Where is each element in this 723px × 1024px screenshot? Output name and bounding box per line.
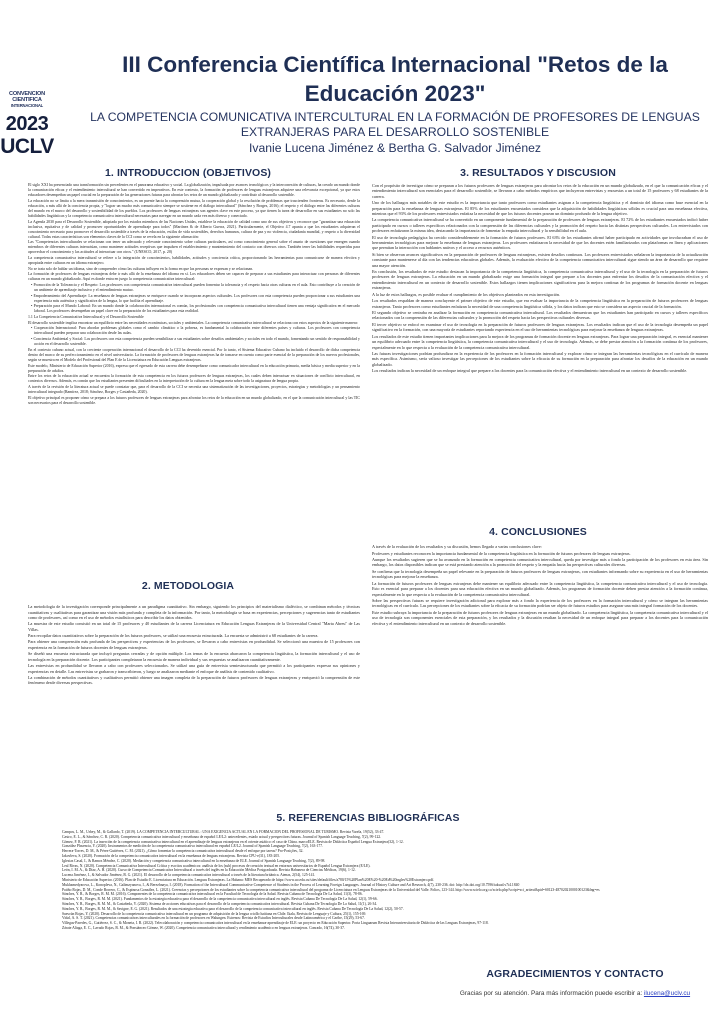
- poster-subtitle: LA COMPETENCIA COMUNICATIVA INTERCULTURAL EN LA FORMACIÓN DE PROFESORES DE LENGUAS EXTRANJERAS PARA EL DESARROLLO SOSTENIBLE: [90, 110, 700, 139]
- reference-item: Iakovleva, S. (2020). Formación de la competencia comunicativa intercultural en la enseñanza de lenguas extranjeras. Revista CPU-e(31), 183-205.: [62, 853, 280, 858]
- poster-authors: Ivanie Lucena Jiménez & Bertha G. Salvador Jiménez: [249, 141, 541, 155]
- paragraph: Las "Competencias interculturales se relacionan con tener un adecuado y relevante conocimiento sobre culturas particulares, así como conocimiento general sobre el asunto de cuestiones que emergen cuando miembros de diferentes culturas interactúan, como mantener actitudes receptivas que impulsen el establecimiento y mantenimiento del contacto con diversos otros. También tener las habilidades requeridas para aprovechar el conocimiento y las actitudes al interactuar con otros." (UNESCO, 2017, p. 20): [28, 240, 360, 255]
- reference-item: Herrera-Torres, D. M., & Pérez-Gutiérrez, C. M. (2021). ¿Cómo fomentar la competencia comunicativa intercultural desde el enfoque por tareas? Pro-Posições, 32.: [62, 849, 304, 854]
- paragraph: La educación no se limita a la mera transmisión de conocimientos, es un puente hacia la comprensión mutua, la cooperación global y la resolución de problemas que trascienden fronteras. Es necesario, desde la educación, a más allá de la conciencia propia, y "lograr un mucho más comunicativo siempre se sostiene en el diálogo intercultural" (Sánchez y Borges, 2016); el respeto y el diálogo entre las diferentes culturas del mundo en el marco del desarrollo y sostenibilidad de los pueblos. Los profesores de lenguas extranjeras son agentes clave en este proceso, ya que tienen la tarea de desarrollar en sus estudiantes no solo las habilidades lingüísticas y la competencia comunicativa intercultural necesarias para navegar en un mundo cada vez más diverso y conectado.: [28, 198, 360, 218]
- paragraph: Los resultados indican la necesidad de un enfoque integral que prepare a los docentes para la comunicación efectiva y el entendimiento intercultural en un contexto de desarrollo sostenible.: [372, 368, 688, 374]
- reference-item: Vidal, A. S. T. (2021). Competencias comunicativas interculturales en la formación de profesores en Walungen. Estrenos: Revista de Estudios Interculturales desde Latinoamérica y el Caribe, 15(29), 53-67.: [62, 916, 365, 921]
- reference-item: Zárate Aliaga, E. C., Lavado Rojas, B. M., & Ponsiánceo Gómez, W. (2020). Competencia comunicativa intercultural y rendimiento académico en lenguas extranjeras. Conrado, 16(74), 30-37.: [62, 925, 345, 930]
- paragraph: A través de la evaluación de los resultados y su discusión, hemos llegado a varias conclusiones clave:: [372, 544, 542, 549]
- paragraph: La combinación de métodos cuantitativos y cualitativos permitió obtener una imagen completa de la preparación de futuros profesores de lenguas extranjeras y enriqueció la comprensión de este fenómeno desde diversas perspectivas.: [28, 674, 360, 686]
- paragraph: A la luz de estos hallazgos, es posible evaluar el cumplimiento de los objetivos planteados en esta investigación.: [372, 291, 561, 297]
- reference-item: Mukhamedyarova, L., Konopleva, N., Galimzyanova, I., & Berezhnaya, I. (2018). Formation of the Intercultural Communicative Competence of Students in the Process of Learning Foreign Languages. Journal of History Culture and Art Research, 4(7), 230-236. doi: http://dx.doi.org/10.7596/taksad.v7i4.1840: [62, 882, 520, 887]
- paragraph: El segundo objetivo se centraba en analizar la formación en competencia comunicativa intercultural. Los resultados demuestran que los estudiantes han participado en cursos y talleres específicos relacionados con la comprensión de las diferencias culturales y la promoción del respeto hacia las perspectivas culturales diversas.: [372, 310, 708, 321]
- paragraph: La formación de profesores de lenguas extranjeras debe ir más allá de la enseñanza del idioma en sí. Los educadores deben ser capaces de preparar a sus estudiantes para interactuar con personas de diferentes culturas en un mundo globalizado. Aquí es donde entra en juego la competencia comunicativa intercultural:: [28, 272, 360, 282]
- intro-heading: 1. INTRODUCCION (OBJETIVOS): [104, 167, 272, 179]
- contact-text: Gracias por su atención. Para más información puede escribir a:: [459, 990, 644, 997]
- reference-item: Sánchez, Y. R., Borges, R. M. M., & Savigne, E. G. (2021). Resultados de una estrategia educativa para el desarrollo de la competencia comunicativa intercultural en inglés. Revista Cubana De Tecnología De La Salud, 12(2), 50-57.: [62, 906, 404, 911]
- paragraph: 1.1 La Competencia Comunicativa Intercultural y el Desarrollo Sostenible: [28, 315, 144, 320]
- paragraph: El siglo XXI ha presenciado una transformación sin precedentes en el panorama educativo y social. La globalización, impulsada por avances tecnológicos y la interconexión de culturas, ha creado un mundo donde la comunicación eficaz y el entendimiento intercultural se han convertido en imperativos. En este contexto, la formación de profesores de lenguas extranjeras adquiere una relevancia excepcional, ya que estos educadores desempeñan un papel crucial en la preparación de las generaciones futuras para afrontar los retos de un mundo globalizado y contribuir al desarrollo sostenible.: [28, 183, 360, 198]
- paragraph: A través de la revisión de la literatura actual se puede constatar que, para el desarrollo de la CCI se necesita una sistematización de las investigaciones, proyectos, estrategias y metodologías y un pensamiento intercultural integrado (Ramírez, 2018; Sánchez, Borges y Castañeda, 2020).: [28, 384, 360, 394]
- reference-item: Sánchez, Y. R., Borges, R. M. M., & Castañeda, Y. (2020). Sistema de acciones educativas para el desarrollo de la competencia comunicativa intercultural. Revista Cubana De Tecnología De La Salud, 11(1), 26-34.: [62, 901, 378, 906]
- paragraph: Los resultados de este estudio tienen importantes implicaciones para la mejora de los programas de formación docente en lenguas extranjeras. Para lograr una preparación integral, es esencial mantener un equilibrio adecuado entre la competencia lingüística, la competencia comunicativa intercultural y el uso de tecnología. Además, se debe prestar atención a la formación continua de los profesores, especialmente en lo que respecta a la evaluación de la competencia comunicativa intercultural.: [372, 333, 708, 350]
- paragraph: Las entrevistas en profundidad se llevaron a cabo con profesores seleccionados. Se utilizó una guía de entrevista semiestructurada que permitió a los participantes expresar sus opiniones y experiencias en detalle. Las entrevistas se grabaron y transcribieron, y luego se analizaron mediante el enfoque de análisis de contenido cualitativo.: [28, 662, 360, 674]
- reference-item: León, I. M. A., & Díaz, A. H. (2020). Curso de Competencia Comunicativa Intercultural a través del inglés en la Educación Médica Postgraduada. Revista Habanera de Ciencias Médicas, 19(6), 1-12.: [62, 868, 356, 873]
- contact-line: [430, 990, 720, 997]
- paragraph: Los resultados respaldan de manera concluyente el primer objetivo de este estudio, que era evaluar la importancia de la competencia lingüística en la preparación de futuros profesores de lenguas extranjeras. Tanto profesores como estudiantes enfatizan la necesidad de una competencia lingüística sólida, y los datos indican que esto se considera un aspecto crucial de la formación.: [372, 298, 708, 309]
- paragraph: El tercer objetivo se enfocó en examinar el uso de tecnología en la preparación de futuros profesores de lenguas extranjeras. Los resultados indican que el uso de la tecnología desempeña un papel significativo en la formación, con una mayoría de estudiantes reportando experiencia en el uso de herramientas tecnológicas para mejorar la enseñanza de lenguas extranjeras.: [372, 321, 708, 333]
- reference-item: Patiño Rojas, D. M., Conde Borrero, C., & Espinosa González, L. (2021). Creencias y percepciones de los estudiantes sobre la competencia comunicativa intercultural del programa de Licenciatura en Lenguas Extranjeras de la Universidad del Valle. Folios, 123-144. http://www.scielo.org.co/scielo.php?script=sci_arttext&pid=S0123-48702021000100123&lng=es: [62, 887, 600, 892]
- bullet-item: • Preparación para el Mundo Laboral: En un mundo donde la colaboración internacional es común, los profesionales con competencia comunicativa intercultural tienen una ventaja significativa en el mercado laboral. Los profesores desempeñan un papel clave en la preparación de los estudiantes para esta realidad.: [31, 304, 360, 314]
- paragraph: Este estudio subraya la importancia de la preparación de futuros profesores de lenguas extranjeras en un mundo globalizado. La competencia lingüística, la competencia comunicativa intercultural y el uso de tecnología son componentes esenciales de esta preparación, y los resultados y la discusión resaltan la necesidad de un enfoque integral para preparar a los docentes para la comunicación efectiva y el entendimiento intercultural en un contexto de desarrollo sostenible.: [372, 609, 708, 626]
- logo-line-2: CIENTIFICA: [12, 96, 42, 103]
- paragraph: Sobre las perspectivas futuras se requiere investigación adicional para explorar más a fondo la experiencia de los profesores en la formación intercultural y cómo se integran las herramientas tecnológicas en el currículo. Las percepciones de los estudiantes sobre la eficacia de su formación podrían ser objeto de futuros estudios para asegurar una más integral formación de los docentes.: [372, 598, 708, 609]
- paragraph: La Agenda 2030 para el Desarrollo Sostenible, adoptada por los estados miembros de las Naciones Unidas, establece la educación de calidad como uno de sus objetivos y reconoce que "garantizar una educación inclusiva, equitativa y de calidad y promover oportunidades de aprendizaje para todos" (Martínez & de Alberto Guerra, 2021). Particularmente, el Objetivo 4.7 apunta a que los estudiantes adquieran el conocimiento necesario para promover el desarrollo sostenible a través de la educación, estilos de vida sostenibles, derechos humanos, cultura de paz y no violencia, ciudadanía mundial, y respeto a la diversidad cultural. Todas estas características son elementos claves de la CCI como se revela en la siguiente afirmación:: [28, 219, 360, 239]
- paragraph: Para obtener una comprensión más profunda de las perspectivas y experiencias de los profesores, se llevaron a cabo entrevistas en profundidad. Se seleccionó una muestra de 15 profesores con experiencia en la formación de futuros docentes de lenguas extranjeras.: [28, 639, 360, 650]
- paragraph: Se confirma que la tecnología desempeña un papel relevante en la preparación de futuros profesores de lenguas extranjeras, con estudiantes informando sobre su experiencia en el uso de herramientas tecnológicas para mejorar la enseñanza.: [372, 568, 708, 580]
- reference-item: Sánchez, Y. R., & Borges, R. M. M. (2016). Componentes de la competencia comunicativa intercultural en la Facultad de Tecnología de la Salud. Revista Cubana de Tecnología De La Salud, 11(3), 78-86.: [62, 892, 363, 897]
- paragraph: Aunque los resultados sugieren que se ha avanzado en la formación en competencia comunicativa intercultural, queda por investigar más a fondo la participación de los profesores en esta área. Sin embargo, los datos disponibles indican que se está prestando atención a la promoción del respeto y la empatía hacia las perspectivas culturales diversas.: [372, 557, 708, 568]
- paragraph: El uso de tecnología pedagógica ha crecido considerablemente en la formación de futuros profesores. El 63% de los estudiantes afirmó haber participado en actividades que involucraban el uso de herramientas tecnológicas para mejorar la enseñanza de lenguas extranjeras. Los profesores enfatizaron la necesidad de que los docentes estén familiarizados con plataformas en línea y aplicaciones que permitan la interacción con hablantes nativos y el acceso a recursos auténticos.: [372, 234, 708, 251]
- bullet-item: • Cooperación Internacional: Para abordar problemas globales como el cambio climático o la pobreza, es fundamental la colaboración entre diferentes países y culturas. Los profesores con competencia intercultural pueden preparar una colaboración desde las aulas.: [31, 326, 360, 336]
- paragraph: En el contexto cubano actual, con la creciente cooperación internacional el desarrollo de la CCI ha devenido esencial. Por lo tanto, el Sistema Educativo Cubano ha incluido el desarrollo de dicha competencia dentro del marco de su perfeccionamiento en el nivel universitario. La formación de profesores de lenguas extranjeras ha de tomarse en cuenta como parte esencial de la preparación de los nuevos profesionales, según se muestra en el Modelo del Profesional del Plan E de la Licenciatura en Educación Lenguas extranjeras.: [28, 347, 360, 362]
- reference-item: Sánchez, Y. R., Borges, R. M. M. (2021). Fundamentos de la estrategia educativa para el desarrollo de la competencia comunicativa intercultural en inglés. Revista Cubana De Tecnología De La Salud, 12(1), 59-66.: [62, 897, 378, 902]
- logo-org: UCLV: [0, 135, 54, 159]
- paragraph: Uno de los hallazgos más notables de este estudio es la importancia que tanto profesores como estudiantes asignan a la competencia lingüística y el dominio del idioma como base esencial en la preparación para la enseñanza de lenguas extranjeras. El 85% de los estudiantes encuestados considera que la adquisición de habilidades lingüísticas sólidas es crucial para una enseñanza efectiva, mientras que el 93% de los profesores entrevistados enfatiza la necesidad de que los futuros docentes posean un dominio profundo de la lengua objetivo.: [372, 200, 708, 216]
- paragraph: El desarrollo sostenible implica encontrar un equilibrio entre las necesidades económicas, sociales y ambientales. La competencia comunicativa intercultural se relaciona con estos aspectos de la siguiente manera:: [28, 320, 358, 325]
- logo-line-1: CONVENCION: [9, 91, 45, 97]
- paragraph: Este modelo, Ministerio de Educación Superior (2016), expresa que el egresado de esta carrera debe desempeñarse como comunicador intercultural en la educación primaria, media básica y media superior y en la preparación de adultos.: [28, 363, 360, 373]
- reference-item: González Plasencia, Y. (2020). Instrumentos de medición de la competencia comunicativa intercultural en español LE/L2. Journal of Spanish Language Teaching, 7(2), 163-177.: [62, 844, 323, 849]
- conclusions-heading: 4. CONCLUSIONES: [489, 526, 587, 538]
- paragraph: Las futuras investigaciones podrían profundizar en la experiencia de los profesores en la formación intercultural y explorar cómo se integran las herramientas tecnológicas en el currículo de manera más específica. Asimismo, sería valioso investigar las percepciones de los estudiantes sobre la eficacia de su formación en la preparación para afrontar los desafíos de la educación en un mundo globalizado.: [372, 351, 708, 367]
- results-heading: 3. RESULTADOS Y DISCUSION: [460, 167, 616, 179]
- paragraph: Para recopilar datos cuantitativos sobre la preparación de los futuros profesores, se utilizó una encuesta estructurada. La encuesta se administró a 68 estudiantes de la carrera.: [28, 633, 319, 639]
- paragraph: La metodología de la investigación corresponde principalmente a un paradigma cuantitativo. Sin embargo, siguiendo los principios del materialismo dialéctico, se combinan métodos y técnicas cuantitativas y cualitativas para garantizar una visión más profunda y completa de la información. Por tanto, la metodología se basa en experiencias, percepciones y sugerencias tanto de estudiantes como de profesores, así como en el uso de métodos estadísticos para describir los datos obtenidos.: [28, 604, 360, 621]
- reference-item: Gómez, F. R. (2021). La inserción de la competencia comunicativa intercultural en el aprendizaje de lenguas extranjeras en el oriente asiático: el caso de China. marcoELE. Revista de Didáctica Español Lengua Extranjera(32), 1-12.: [62, 839, 404, 844]
- paragraph: La competencia comunicativa intercultural se refiere a la integración de conocimientos, habilidades, actitudes y conciencia crítica, proporcionando las herramientas para comunicarse de manera efectiva y apropiada entre culturas en un idioma extranjero.: [28, 256, 360, 266]
- paragraph: Se diseñó una encuesta estructurada que incluyó preguntas cerradas y de opción múltiple. Los temas de la encuesta abarcaron la competencia lingüística, la formación intercultural y el uso de tecnología en la preparación docente. Los participantes completaron la encuesta de manera individual y sus respuestas se analizaron cuantitativamente.: [28, 651, 360, 662]
- paragraph: El objetivo principal es proponer cómo se prepara a los futuros profesores de lenguas extranjeras para afrontar los retos de la educación en un mundo globalizado, en el que la comunicación intercultural y las TIC son necesarios para el desarrollo sostenible.: [28, 395, 360, 405]
- thanks-heading: AGRADECIMIENTOS Y CONTACTO: [486, 968, 664, 980]
- references-heading: 5. REFERENCIAS BIBLIOGRÁFICAS: [276, 812, 460, 824]
- paragraph: La formación de futuros profesores de lenguas extranjeras debe mantener un equilibrio adecuado entre la competencia lingüística, la competencia comunicativa intercultural y el uso de tecnología. Esto es esencial para preparar a los docentes para una educación efectiva en un mundo globalizado. Además, los programas de formación docente deben prestar atención a la formación continua, especialmente en lo que respecta a la evaluación de la competencia comunicativa intercultural.: [372, 580, 708, 597]
- paragraph: La competencia comunicativa intercultural se ha convertido en un componente fundamental de la preparación de profesores de lenguas extranjeras. El 72% de los estudiantes encuestados indicó haber participado en cursos o talleres específicos relacionados con la comprensión de las diferencias culturales y la promoción del respeto hacia las distintas perspectivas culturales. Los entrevistados con profesores enfatizaron la misma idea, destacando la importancia de fomentar la empatía intercultural y la sensibilidad en el aula.: [372, 217, 708, 234]
- method-heading: 2. METODOLOGIA: [141, 580, 235, 592]
- references-list: [62, 830, 712, 960]
- reference-item: Suescún Rojas, Y. (2020). Desarrollo de la competencia comunicativa intercultural en un programa de adquisición de la lengua criollo haitiana en Chile. Ikala, Revista de Lenguaje y Cultura, 25(1), 155-169.: [62, 911, 367, 916]
- conclusions-body: [372, 544, 708, 744]
- reference-item: Castro, E. L., & Sánchez, C. R. (2020). Competencia comunicativa intercultural y enseñanza de español LE/L2: antecedentes, estado actual y perspectivas futuras. Journal of Spanish Language Teaching, 7(2), 99-122.: [62, 834, 382, 839]
- contact-email-link[interactable]: ilucena@uclv.cu: [643, 990, 691, 997]
- reference-item: Leal Rivas, N. (2020). Competencia Comunicativa Intercultural Crítica y escritos académicos: análisis de los (sub) procesos de creación textual en entornos universitarios de Español Lengua Extranjera (E/LE).: [62, 863, 371, 868]
- bullet-item: • Promoción de la Tolerancia y el Respeto: Los profesores con competencia comunicativa intercultural pueden fomentar la tolerancia y el respeto hacia otras culturas en el aula. Esto contribuye a la creación de un ambiente de aprendizaje inclusivo y el entendimiento mutuo.: [31, 283, 360, 293]
- reference-item: Campos, L. M., Urbey, M., & Gallardo, T. (2019). LA COMPETENCIA INTERCULTURAL : UNA EXIGENCIA ACTUAL EN LA FORMACIÓN DEL PROFESIONAL DE TURISMO. Revista Varela, 19(52), 33-47.: [62, 830, 385, 834]
- results-body: [372, 183, 708, 523]
- intro-body: [28, 183, 360, 568]
- paragraph: Profesores y estudiantes reconocen la importancia fundamental de la competencia lingüística en la formación de futuros profesores de lenguas extranjeras.: [372, 550, 631, 556]
- logo-line-3: INTERNACIONAL: [10, 103, 44, 109]
- paragraph: Si bien se observan avances significativos en la preparación de profesores de lenguas extranjeras, existen desafíos continuos. Los profesores entrevistados señalaron la importancia de la actualización constante para mantenerse al día con las tendencias educativas globales. Además, la evaluación efectiva de la competencia comunicativa intercultural sigue siendo un área de desarrollo que requiere una mayor atención.: [372, 251, 708, 268]
- paragraph: Entre los retos de la educación actual se encuentra la formación de esta competencia en los futuros profesores de lenguas extranjeras, los cuales deben interactuar en situaciones de conflicto intercultural, en contextos diversos. Además, es común que los estudiantes presenten dificultades en la interpretación de la cultura en la lengua meta sobre todo la asignatura de lengua propia.: [28, 374, 360, 384]
- reference-item: Villegas-Paredes, G., Gutiérrez, S. C., & Moneta, I. R. (2022). Telecolaboración y competencia comunicativa intercultural en la enseñanza-aprendizaje de ELE: un proyecto en Educación Superior. Porta Linguarum Revista Interuniversitaria de Didáctica de las Lenguas Extranjeras, 97-118.: [62, 921, 489, 926]
- paragraph: La muestra de este estudio consistió en un total de 15 profesores y 40 estudiantes de la carrera Licenciatura en Educación Lenguas Extranjeras de la Universidad Central "Marta Abreu" de Las Villas.: [28, 621, 360, 632]
- logo-year: 2023: [5, 113, 49, 136]
- reference-item: Lucena Jiménez, I., & Salvador Jiménez, B. G. (2021). El desarrollo de la competencia comunicativa intercultural a través de la literatura británica. Atenas, 2(54), 125-141.: [62, 873, 316, 878]
- method-body: [28, 604, 360, 744]
- poster-title: III Conferencia Científica Internacional "Retos de la Educación 2023": [122, 52, 668, 106]
- paragraph: Con el propósito de investigar cómo se preparan a los futuros profesores de lenguas extranjeras para afrontar los retos de la educación en un mundo globalizado, en el que la comunicación eficaz y el entendimiento intercultural son esenciales para el desarrollo sostenible, se llevaron a cabo métodos empíricos que incluyeron entrevistas y encuestas a un total de 15 profesores y 68 estudiantes de la carrera.: [372, 183, 708, 199]
- paragraph: En conclusión, los resultados de este estudio destacan la importancia de la competencia lingüística, la competencia comunicativa intercultural y el uso de la tecnología en la preparación de futuros profesores de lenguas extranjeras. La educación en un mundo globalizado exige una formación integral que prepare a los docentes para enfrentar los desafíos de la comunicación efectiva y el entendimiento intercultural en un contexto de desarrollo sostenible. Estos hallazgos tienen implicaciones significativas para la mejora continua de los programas de formación docente en lenguas extranjeras.: [372, 269, 708, 291]
- reference-item: Iglesias Casal, I., & Ramos Méndez, C. (2020). Mediación y competencia comunicativa intercultural en la enseñanza de ELE. Journal of Spanish Language Teaching, 7(2), 89-98.: [62, 858, 326, 863]
- paragraph: No se trata solo de hablar un idioma, sino de comprender cómo las culturas influyen en la forma en que las personas se expresan y se relacionan.: [28, 266, 254, 271]
- reference-item: Ministerio de Educación Superior. (2016). Plan de Estudio E. Licenciatura en Educación. Lenguas Extranjeras. La Habana: MES Recuperado de https://www.uo.edu.cu/sites/default/files/a780/15%20Plan%20E%20-%20Ed%20ingles%20Extranjero.pdf.: [62, 877, 435, 882]
- bullet-item: • Conciencia Ambiental y Social: Los profesores con esta competencia pueden sensibilizar a sus estudiantes sobre desafíos ambientales y sociales en todo el mundo, fomentando un sentido de responsabilidad y acción en el desarrollo sostenible.: [31, 337, 360, 347]
- bullet-item: • Empoderamiento del Aprendizaje: La enseñanza de lenguas extranjeras se enriquece cuando se incorporan aspectos culturales. Los profesores con esta competencia pueden proporcionar a sus estudiantes una experiencia más auténtica y significativa de la lengua, lo que facilita el aprendizaje.: [31, 293, 360, 303]
